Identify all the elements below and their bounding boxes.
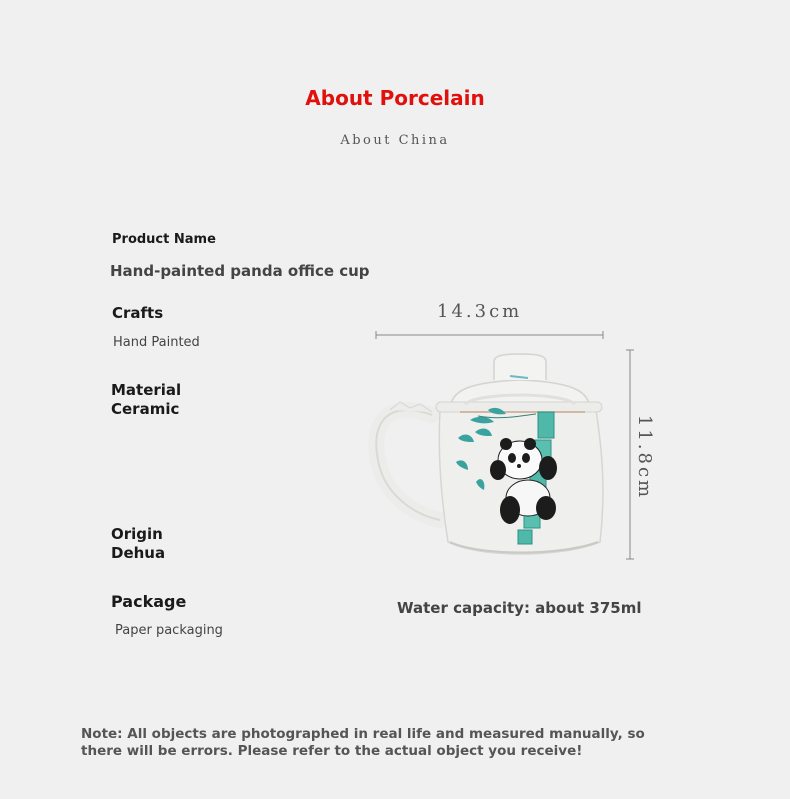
width-dimension-label: 14.3cm <box>437 301 523 322</box>
height-dimension-label: 11.8cm <box>634 414 656 501</box>
water-capacity-label: Water capacity: about 375ml <box>397 599 642 617</box>
crafts-label: Crafts <box>112 304 164 322</box>
origin-label: Origin <box>111 525 163 543</box>
page-title: About Porcelain <box>305 86 485 110</box>
panda-bamboo-mug-image <box>360 320 620 570</box>
package-value: Paper packaging <box>115 623 223 638</box>
product-name-value: Hand-painted panda office cup <box>110 262 370 280</box>
crafts-value: Hand Painted <box>113 335 200 350</box>
material-value: Ceramic <box>111 400 180 418</box>
origin-value: Dehua <box>111 544 166 562</box>
page-subtitle: About China <box>340 133 450 148</box>
disclaimer-note: Note: All objects are photographed in real life and measured manually, so there will be errors. Please refer to the actual object you receive! <box>81 726 645 759</box>
package-label: Package <box>111 592 187 611</box>
product-name-label: Product Name <box>112 232 216 247</box>
material-label: Material <box>111 381 182 399</box>
